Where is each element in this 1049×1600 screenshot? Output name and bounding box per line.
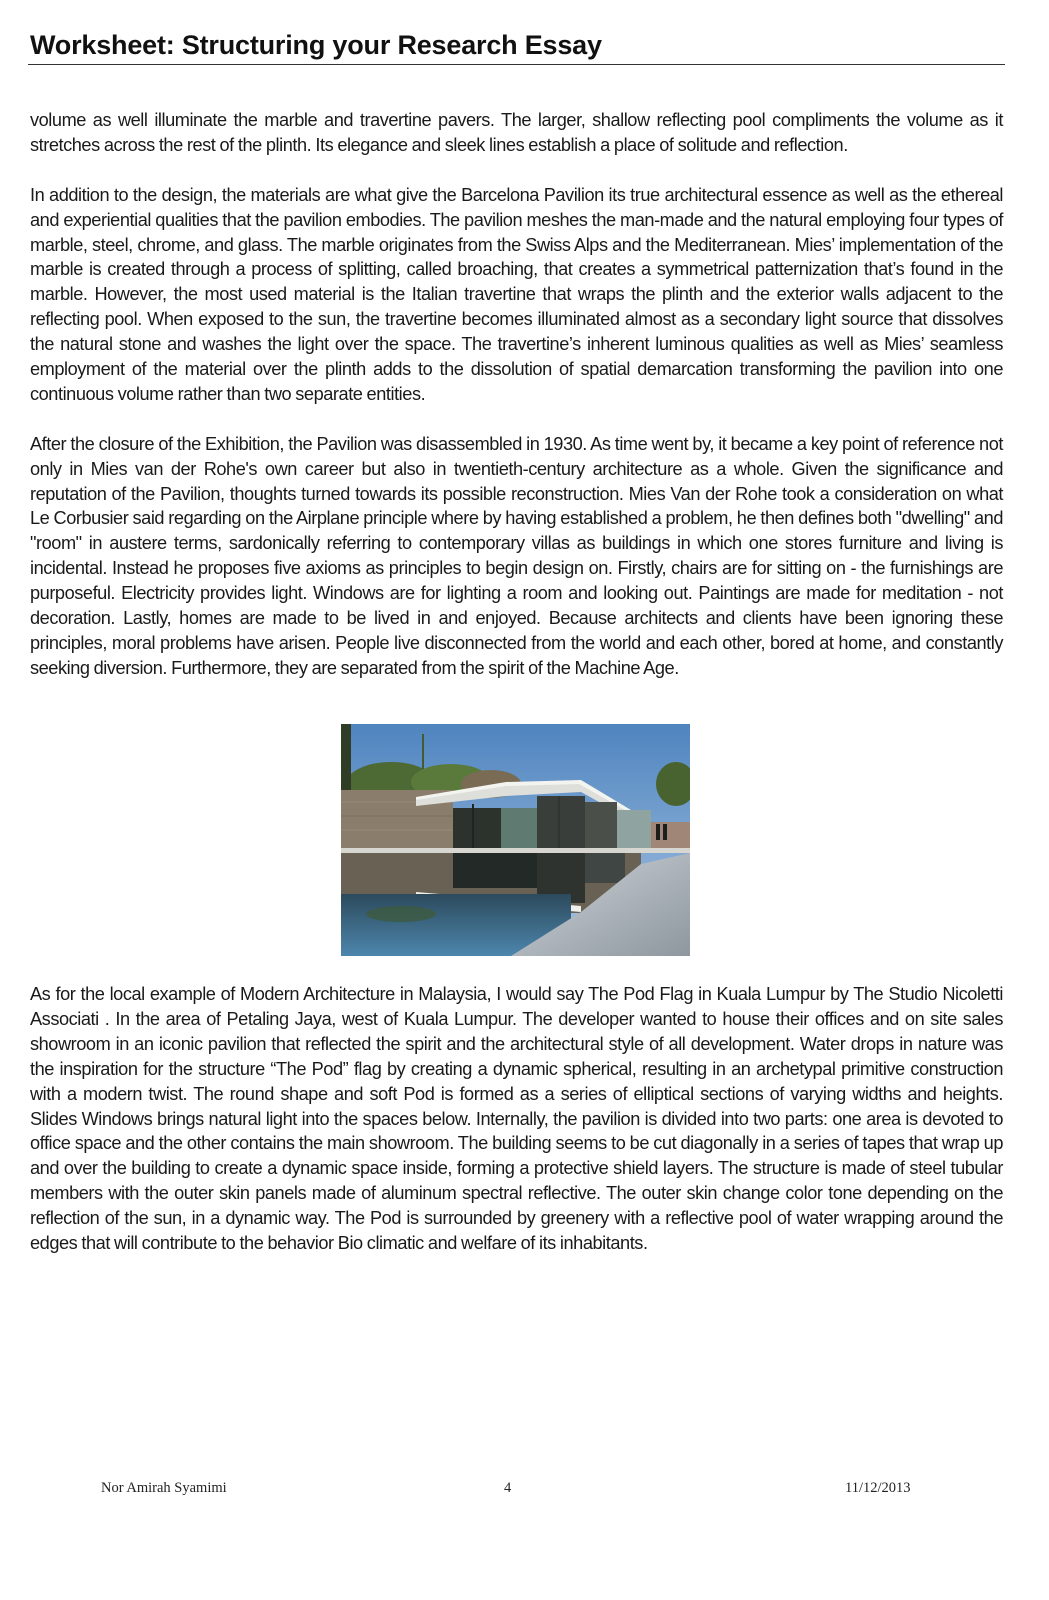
header-divider	[28, 64, 1005, 65]
barcelona-pavilion-photo	[341, 724, 690, 956]
footer-author: Nor Amirah Syamimi	[101, 1480, 227, 1496]
page-title: Worksheet: Structuring your Research Essay	[30, 30, 602, 60]
page-footer	[0, 1480, 1049, 1504]
paragraph: In addition to the design, the materials are what give the Barcelona Pavilion its true architectural essence as well as the ethereal and experiential qualities that the pavilion embodies. The pavilion meshes the man-made and the natural employing four types of marble, steel, chrome, and glass. The marble originates from the Swiss Alps and the Mediterranean. Mies’ implementation of the marble is created through a process of splitting, called broaching, that creates a symmetrical patternization that’s found in the marble. However, the most used material is the Italian travertine that wraps the plinth and the exterior walls adjacent to the reflecting pool. When exposed to the sun, the travertine becomes illuminated almost as a secondary light source that dissolves the natural stone and washes the light over the space. The travertine’s inherent luminous qualities as well as Mies’ seamless employment of the material over the plinth adds to the dissolution of spatial demarcation transforming the pavilion into one continuous volume rather than two separate entities.	[30, 184, 1003, 404]
page-header	[28, 26, 1005, 65]
footer-date: 11/12/2013	[845, 1480, 911, 1496]
paragraph: As for the local example of Modern Architecture in Malaysia, I would say The Pod Flag in Kuala Lumpur by The Studio Nicoletti Associati . In the area of Petaling Jaya, west of Kuala Lumpur. The developer wanted to house their offices and on site sales showroom in an iconic pavilion that reflected the spirit and the architectural style of all development. Water drops in nature was the inspiration for the structure “The Pod” flag by creating a dynamic spherical, resulting in an archetypal primitive construction with a modern twist. The round shape and soft Pod is formed as a series of elliptical sections of varying widths and heights. Slides Windows brings natural light into the spaces below. Internally, the pavilion is divided into two parts: one area is devoted to office space and the other contains the main showroom. The building seems to be cut diagonally in a series of tapes that wrap up and over the building to create a dynamic space inside, forming a protective shield layers. The structure is made of steel tubular members with the outer skin panels made of aluminum spectral reflective. The outer skin change color tone depending on the reflection of the sun, in a dynamic way. The Pod is surrounded by greenery with a reflective pool of water wrapping around the edges that will contribute to the behavior Bio climatic and welfare of its inhabitants.	[30, 984, 1003, 1254]
essay-body	[30, 108, 1003, 706]
paragraph: volume as well illuminate the marble and travertine pavers. The larger, shallow reflecting pool compliments the volume as it stretches across the rest of the plinth. Its elegance and sleek lines establish a place of solitude and reflection.	[30, 110, 1003, 155]
essay-body-continued	[30, 982, 1003, 1281]
pavilion-image-illustration	[341, 724, 690, 956]
footer-page-number: 4	[504, 1480, 512, 1496]
paragraph: After the closure of the Exhibition, the Pavilion was disassembled in 1930. As time went by, it became a key point of reference not only in Mies van der Rohe's own career but also in twentieth-century architecture as a whole. Given the significance and reputation of the Pavilion, thoughts turned towards its possible reconstruction. Mies Van der Rohe took a consideration on what Le Corbusier said regarding on the Airplane principle where by having established a problem, he then defines both "dwelling" and "room" in austere terms, sardonically referring to contemporary villas as buildings in which one stores furniture and living is incidental. Instead he proposes five axioms as principles to begin design on. Firstly, chairs are for sitting on - the furnishings are purposeful. Electricity provides light. Windows are for lighting a room and looking out. Paintings are made for meditation - not decoration. Lastly, homes are made to be lived in and enjoyed. Because architects and clients have been ignoring these principles, moral problems have arisen. People live disconnected from the world and each other, bored at home, and constantly seeking diversion. Furthermore, they are separated from the spirit of the Machine Age.	[30, 433, 1003, 678]
